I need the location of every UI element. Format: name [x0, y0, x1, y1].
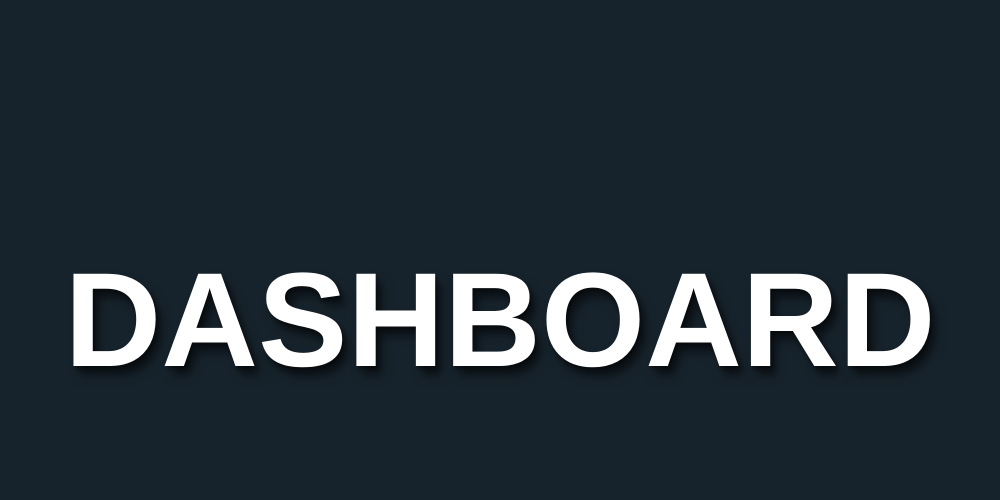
dashboard-title: DASHBOARD — [64, 246, 936, 395]
